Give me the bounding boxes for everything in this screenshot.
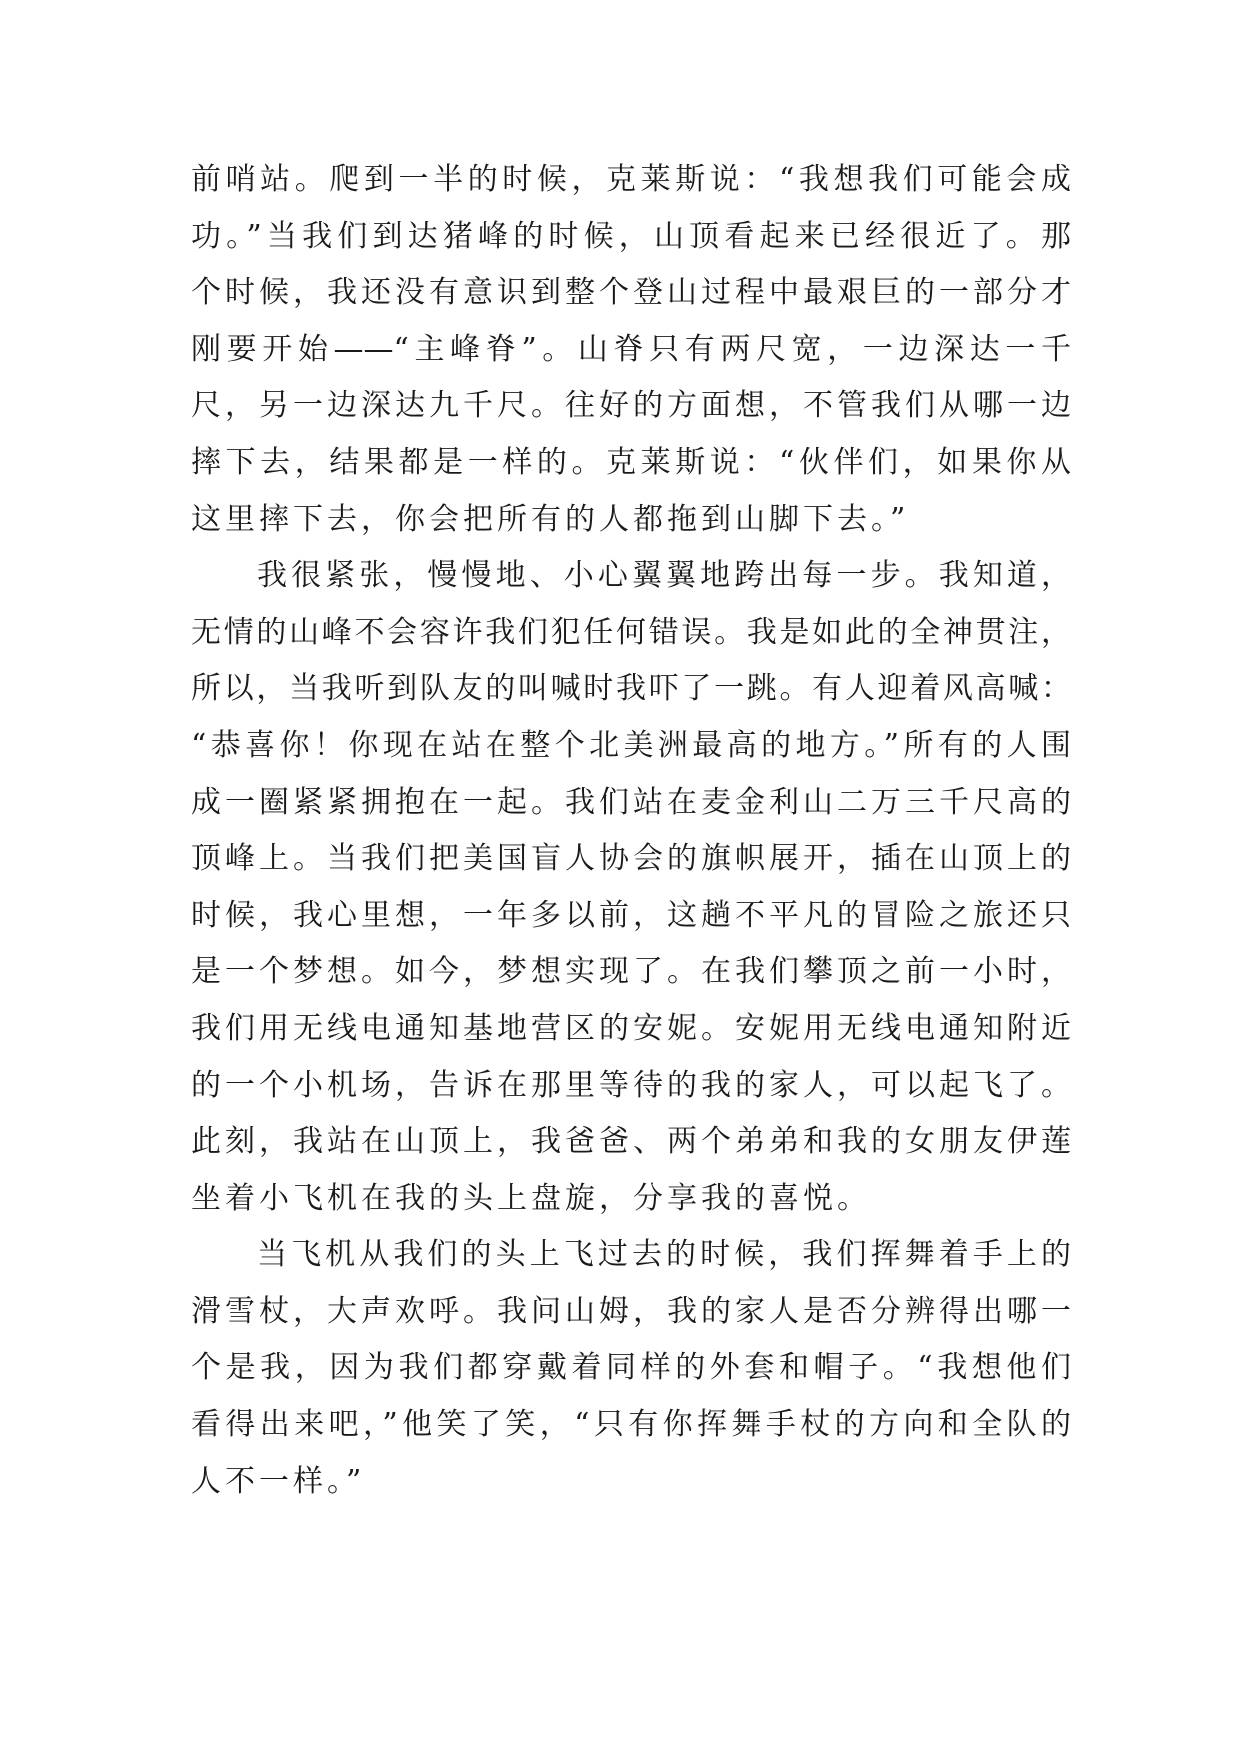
text-line: 我们用无线电通知基地营区的安妮。安妮用无线电通知附近 — [191, 1010, 1071, 1046]
text-line: 个是我，因为我们都穿戴着同样的外套和帽子。“我想他们 — [191, 1350, 1071, 1386]
text-line: “恭喜你！你现在站在整个北美洲最高的地方。”所有的人围 — [191, 727, 1071, 763]
text-line: 是一个梦想。如今，梦想实现了。在我们攀顶之前一小时， — [191, 954, 1071, 990]
text-line: 无情的山峰不会容许我们犯任何错误。我是如此的全神贯注， — [191, 614, 1071, 650]
text-line: 前哨站。爬到一半的时候，克莱斯说：“我想我们可能会成 — [191, 162, 1071, 197]
body-text — [191, 152, 1071, 1510]
text-line: 人不一样。” — [191, 1463, 366, 1499]
text-line: 当飞机从我们的头上飞过去的时候，我们挥舞着手上的 — [257, 1237, 1071, 1273]
text-line: 时候，我心里想，一年多以前，这趟不平凡的冒险之旅还只 — [191, 897, 1071, 933]
text-line: 这里摔下去，你会把所有的人都拖到山脚下去。” — [191, 501, 910, 537]
text-line: 摔下去，结果都是一样的。克莱斯说：“伙伴们，如果你从 — [191, 444, 1071, 480]
text-line: 此刻，我站在山顶上，我爸爸、两个弟弟和我的女朋友伊莲 — [191, 1124, 1071, 1160]
text-line: 看得出来吧，”他笑了笑，“只有你挥舞手杖的方向和全队的 — [191, 1407, 1071, 1443]
text-line: 顶峰上。当我们把美国盲人协会的旗帜展开，插在山顶上的 — [191, 841, 1071, 877]
text-line: 的一个小机场，告诉在那里等待的我的家人，可以起飞了。 — [191, 1067, 1071, 1103]
text-line: 个时候，我还没有意识到整个登山过程中最艰巨的一部分才 — [191, 275, 1071, 311]
text-line: 所以，当我听到队友的叫喊时我吓了一跳。有人迎着风高喊： — [191, 671, 1071, 707]
text-line: 滑雪杖，大声欢呼。我问山姆，我的家人是否分辨得出哪一 — [191, 1293, 1071, 1329]
text-line: 功。”当我们到达猪峰的时候，山顶看起来已经很近了。那 — [191, 218, 1071, 254]
text-line: 我很紧张，慢慢地、小心翼翼地跨出每一步。我知道， — [257, 558, 1071, 594]
text-line: 刚要开始——“主峰脊”。山脊只有两尺宽，一边深达一千 — [191, 331, 1071, 367]
text-line: 坐着小飞机在我的头上盘旋，分享我的喜悦。 — [191, 1180, 871, 1216]
text-line: 成一圈紧紧拥抱在一起。我们站在麦金利山二万三千尺高的 — [191, 784, 1071, 820]
text-line: 尺，另一边深达九千尺。往好的方面想，不管我们从哪一边 — [191, 388, 1071, 424]
